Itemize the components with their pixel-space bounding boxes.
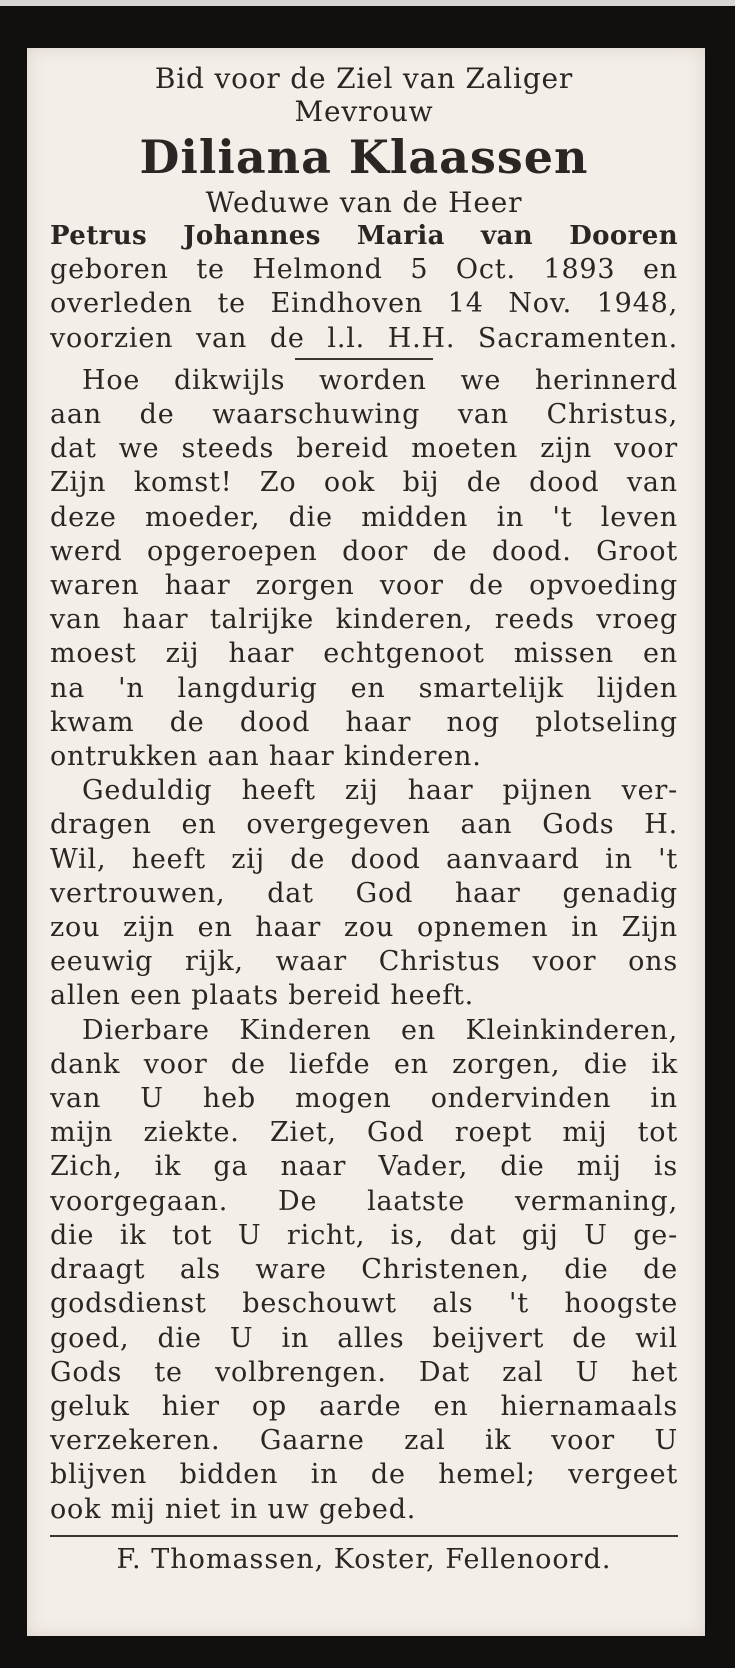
text-line: Wil, heeft zij de dood aanvaard in 't (50, 843, 678, 875)
deceased-name: Diliana Klaassen (139, 130, 589, 184)
text-line: voorgegaan. De laatste vermaning, (50, 1185, 678, 1217)
text-line: waren haar zorgen voor de opvoeding (50, 570, 678, 602)
text-line: ook mij niet in uw gebed. (50, 1493, 417, 1525)
widow-of: Weduwe van de Heer (205, 186, 523, 219)
text-line: kwam de dood haar nog plotseling (50, 706, 678, 738)
paragraph-3 (50, 1014, 678, 1527)
text-line: verzekeren. Gaarne zal ik voor U (50, 1425, 678, 1457)
text-line: deze moeder, die midden in 't leven (50, 501, 678, 533)
detail-line: overleden te Eindhoven 14 Nov. 1948, (50, 288, 678, 320)
detail-line: voorzien van de l.l. H.H. Sacramenten. (50, 322, 678, 354)
text-line: ontrukken aan haar kinderen. (50, 741, 482, 773)
short-divider (295, 358, 433, 360)
text-line: goed, die U in alles beijvert de wil (50, 1322, 678, 1354)
text-line: werd opgeroepen door de dood. Groot (50, 535, 678, 567)
husband-name: Petrus Johannes Maria van Dooren (50, 221, 678, 251)
printer-credit: F. Thomassen, Koster, Fellenoord. (116, 1543, 612, 1575)
card-text (50, 62, 678, 1577)
paragraph-2 (50, 774, 678, 1013)
text-line: die ik tot U richt, is, dat gij U ge- (50, 1219, 678, 1251)
text-line: zou zijn en haar zou opnemen in Zijn (50, 912, 678, 944)
text-line: Zijn komst! Zo ook bij de dood van (50, 467, 678, 499)
text-line: geluk hier op aarde en hiernamaals (50, 1390, 678, 1422)
text-line: draagt als ware Christenen, die de (50, 1254, 678, 1286)
title-mevrouw: Mevrouw (294, 95, 434, 128)
text-line: Dierbare Kinderen en Kleinkinderen, (82, 1014, 678, 1046)
text-line: moest zij haar echtgenoot missen en (50, 638, 678, 670)
text-line: dragen en overgegeven aan Gods H. (50, 809, 678, 841)
text-line: godsdienst beschouwt als 't hoogste (50, 1288, 678, 1320)
text-line: van U heb mogen ondervinden in (50, 1083, 678, 1115)
text-line: eeuwig rijk, waar Christus voor ons (50, 946, 678, 978)
text-line: dat we steeds bereid moeten zijn voor (50, 433, 678, 465)
text-line: aan de waarschuwing van Christus, (50, 399, 678, 431)
text-line: allen een plaats bereid heeft. (50, 980, 475, 1012)
prayer-heading: Bid voor de Ziel van Zaliger (154, 62, 574, 95)
text-line: na 'n langdurig en smartelijk lijden (50, 672, 678, 704)
text-line: mijn ziekte. Ziet, God roept mij tot (50, 1117, 678, 1149)
text-line: Hoe dikwijls worden we herinnerd (82, 364, 678, 396)
text-line: dank voor de liefde en zorgen, die ik (50, 1048, 678, 1080)
text-line: vertrouwen, dat God haar genadig (50, 877, 678, 909)
detail-line: geboren te Helmond 5 Oct. 1893 en (50, 254, 678, 286)
text-line: Geduldig heeft zij haar pijnen ver- (82, 775, 678, 807)
top-edge (0, 0, 735, 6)
text-line: van haar talrijke kinderen, reeds vroeg (50, 604, 678, 636)
text-line: Zich, ik ga naar Vader, die mij is (50, 1151, 678, 1183)
paragraph-1 (50, 364, 678, 774)
text-line: Gods te volbrengen. Dat zal U het (50, 1356, 678, 1388)
footer-divider (50, 1535, 678, 1537)
text-line: blijven bidden in de hemel; vergeet (50, 1459, 678, 1491)
